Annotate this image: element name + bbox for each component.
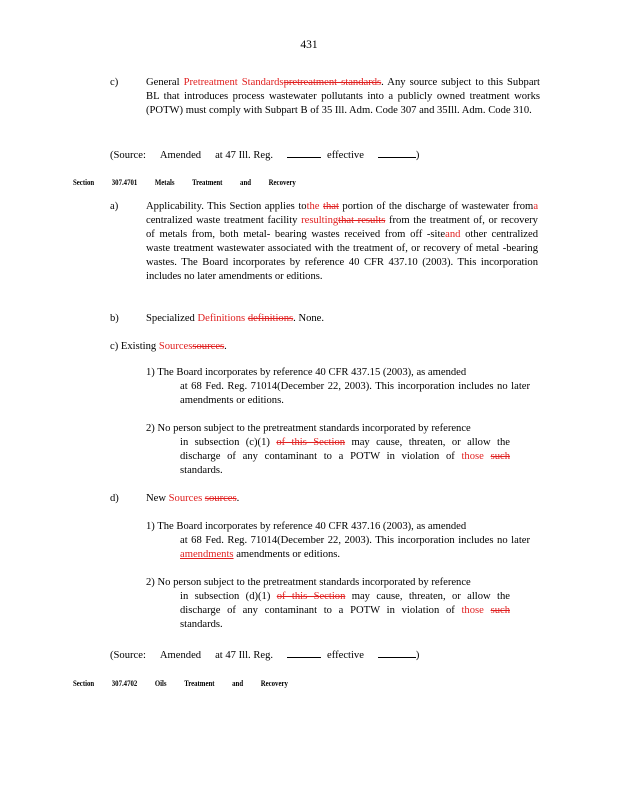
section-title-word: Metals	[154, 177, 175, 187]
deleted-text: definitions	[247, 313, 294, 324]
source-note	[110, 646, 550, 663]
item-c2-rest	[180, 436, 510, 478]
item-d2-rest	[180, 590, 510, 632]
text: amendments or editions.	[233, 549, 341, 560]
source-effective: effective	[327, 150, 364, 161]
text: other centralized waste treatment wastewater associated with the treatment of, or recovery of metal -bearing wastes. The Board incorporates by reference 40 CFR 437.10 (2003). This incorporation includes no later amendments or editions.	[146, 229, 538, 282]
text: .	[224, 341, 227, 352]
source-reg: at 47 Ill. Reg.	[215, 150, 274, 161]
source-prefix: (Source:	[110, 150, 146, 161]
text: . Any source subject to this Subpart BL that introduces process wastewater pollutants into a publicly owned treatment works (POTW) must comply with Subpart B of 35 Ill. Adm. Code 307 and 35Ill. Adm. Code 310.	[146, 77, 540, 116]
inserted-text: amendments	[180, 549, 234, 560]
deleted-text: sources	[204, 493, 237, 504]
inserted-text: Sources	[168, 493, 203, 504]
inserted-text: the	[306, 201, 320, 212]
source-prefix: (Source:	[110, 650, 146, 661]
section-title-word: and	[232, 678, 244, 688]
section-title-word: Recovery	[260, 678, 288, 688]
page-number: 431	[300, 39, 318, 51]
source-amended: Amended	[159, 650, 202, 661]
deleted-text: of this Section	[276, 591, 346, 602]
deleted-text: such	[490, 451, 510, 462]
deleted-text: that results	[338, 215, 386, 226]
text: standards.	[180, 619, 223, 630]
item-c1-rest: at 68 Fed. Reg. 71014(December 22, 2003). This incorporation includes no later amendments or editions.	[180, 381, 530, 406]
section-title-word: Oils	[154, 678, 167, 688]
inserted-text: Pretreatment Standards	[183, 77, 284, 88]
text: standards.	[180, 465, 223, 476]
item-a-label: a)	[110, 201, 119, 212]
item-b-text	[146, 312, 538, 326]
source-amended: Amended	[159, 150, 202, 161]
section-number: 307.4702	[111, 678, 138, 688]
blank-line	[287, 146, 321, 158]
item-d-label: d)	[110, 493, 119, 504]
source-close: )	[415, 650, 420, 661]
text: may cause, threaten, or allow the discharge of any contaminant to a POTW in violation of	[180, 591, 510, 616]
section-title-word: Treatment	[192, 177, 223, 187]
item-c-text	[146, 76, 540, 118]
item-b-label: b)	[110, 313, 119, 324]
deleted-text: sources	[192, 341, 225, 352]
inserted-text: resulting	[301, 215, 339, 226]
deleted-text: such	[490, 605, 510, 616]
section-label: Section	[73, 177, 95, 187]
item-d1-rest	[180, 534, 530, 562]
section-title-word: and	[240, 177, 252, 187]
text: .	[236, 493, 240, 504]
source-note	[110, 146, 550, 163]
section-title-word: Treatment	[184, 678, 215, 688]
section-label: Section	[73, 678, 95, 688]
section-heading	[73, 676, 306, 690]
inserted-text: and	[445, 229, 461, 240]
text: at 68 Fed. Reg. 71014(December 22, 2003). This incorporation includes no later	[180, 535, 530, 546]
text: Applicability. This Section applies to	[146, 201, 307, 212]
item-c-label: c)	[110, 77, 119, 88]
text: General	[146, 77, 184, 88]
source-close: )	[415, 150, 420, 161]
text: may cause, threaten, or allow the discharge of any contaminant to a POTW in violation of	[180, 437, 510, 462]
deleted-text: that	[323, 201, 339, 212]
blank-line	[378, 146, 416, 158]
text: in subsection (c)(1)	[180, 437, 277, 448]
section-number: 307.4701	[111, 177, 138, 187]
text: . None.	[293, 313, 325, 324]
text: portion of the discharge of wastewater from	[338, 201, 534, 212]
item-d-text	[146, 492, 538, 506]
blank-line	[378, 646, 416, 658]
section-title-word: Recovery	[268, 177, 296, 187]
deleted-text: of this Section	[276, 437, 346, 448]
inserted-text: those	[461, 451, 484, 462]
text: from the treatment of, or recovery of metals from, both metal- bearing wastes received from off -site	[146, 215, 538, 240]
text: centralized waste treatment facility	[146, 215, 302, 226]
section-heading	[73, 175, 313, 189]
item-a-text	[146, 200, 538, 284]
item-c-existing	[110, 340, 540, 354]
blank-line	[287, 646, 321, 658]
source-effective: effective	[327, 650, 364, 661]
deleted-text: pretreatment standards	[283, 77, 382, 88]
inserted-text: a	[533, 201, 539, 212]
text: Specialized	[146, 313, 198, 324]
text: in subsection (d)(1)	[180, 591, 277, 602]
text: New	[146, 493, 169, 504]
source-reg: at 47 Ill. Reg.	[215, 650, 274, 661]
item-d1-first-line: 1) The Board incorporates by reference 40 CFR 437.16 (2003), as amended	[146, 521, 467, 532]
item-d2-first-line: 2) No person subject to the pretreatment standards incorporated by reference	[146, 577, 471, 588]
item-c-existing-label: c) Existing	[110, 341, 159, 352]
item-c1-first-line: 1) The Board incorporates by reference 40 CFR 437.15 (2003), as amended	[146, 367, 467, 378]
inserted-text: Definitions	[197, 313, 246, 324]
item-c2-first-line: 2) No person subject to the pretreatment standards incorporated by reference	[146, 423, 471, 434]
inserted-text: Sources	[158, 341, 193, 352]
inserted-text: those	[461, 605, 484, 616]
